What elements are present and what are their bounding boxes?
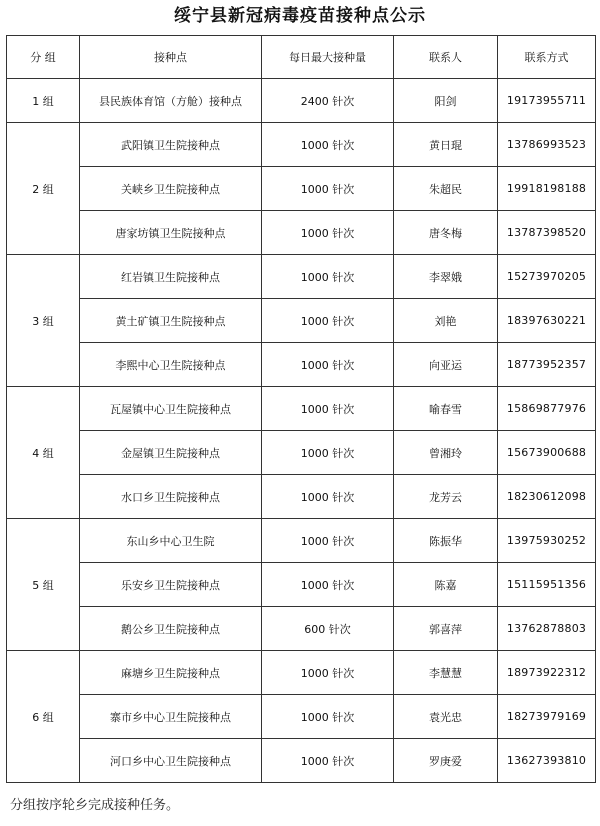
table-row [7,563,596,607]
header-row [7,36,596,79]
phone-cell: 13762878803 [498,607,596,651]
phone-cell: 15673900688 [498,431,596,475]
table-row [7,123,596,167]
capacity-cell: 2400 针次 [262,79,394,123]
contact-cell: 阳剑 [394,79,498,123]
contact-cell: 罗庚爱 [394,739,498,783]
table-row [7,695,596,739]
table-row [7,343,596,387]
capacity-cell: 1000 针次 [262,211,394,255]
capacity-cell: 1000 针次 [262,299,394,343]
table-row [7,167,596,211]
capacity-cell: 1000 针次 [262,475,394,519]
phone-cell: 19918198188 [498,167,596,211]
site-cell: 武阳镇卫生院接种点 [80,123,262,167]
phone-cell: 13787398520 [498,211,596,255]
site-cell: 县民族体育馆（方舱）接种点 [80,79,262,123]
capacity-cell: 1000 针次 [262,651,394,695]
site-cell: 东山乡中心卫生院 [80,519,262,563]
header-group: 分 组 [7,36,80,79]
capacity-cell: 1000 针次 [262,123,394,167]
capacity-cell: 1000 针次 [262,255,394,299]
header-site: 接种点 [80,36,262,79]
contact-cell: 郭喜萍 [394,607,498,651]
phone-cell: 18773952357 [498,343,596,387]
phone-cell: 15869877976 [498,387,596,431]
site-cell: 鹅公乡卫生院接种点 [80,607,262,651]
table-row [7,607,596,651]
phone-cell: 13786993523 [498,123,596,167]
table-row [7,211,596,255]
capacity-cell: 1000 针次 [262,739,394,783]
group-label: 5 组 [7,519,80,651]
phone-cell: 18273979169 [498,695,596,739]
site-cell: 麻塘乡卫生院接种点 [80,651,262,695]
phone-cell: 13627393810 [498,739,596,783]
table-row [7,79,596,123]
contact-cell: 陈嘉 [394,563,498,607]
site-cell: 寨市乡中心卫生院接种点 [80,695,262,739]
phone-cell: 15273970205 [498,255,596,299]
contact-cell: 李慧慧 [394,651,498,695]
header-phone: 联系方式 [498,36,596,79]
footer-note: 分组按序轮乡完成接种任务。 [10,798,180,813]
group-label: 4 组 [7,387,80,519]
contact-cell: 龙芳云 [394,475,498,519]
site-cell: 李熙中心卫生院接种点 [80,343,262,387]
phone-cell: 15115951356 [498,563,596,607]
contact-cell: 喻春雪 [394,387,498,431]
group-label: 1 组 [7,79,80,123]
group-label: 3 组 [7,255,80,387]
capacity-cell: 1000 针次 [262,519,394,563]
capacity-cell: 1000 针次 [262,387,394,431]
header-capacity: 每日最大接种量 [262,36,394,79]
capacity-cell: 600 针次 [262,607,394,651]
capacity-cell: 1000 针次 [262,343,394,387]
table-row [7,475,596,519]
header-contact: 联系人 [394,36,498,79]
group-label: 2 组 [7,123,80,255]
vaccination-sites-table [6,35,596,783]
table-row [7,255,596,299]
site-cell: 金屋镇卫生院接种点 [80,431,262,475]
phone-cell: 19173955711 [498,79,596,123]
site-cell: 河口乡中心卫生院接种点 [80,739,262,783]
group-label: 6 组 [7,651,80,783]
site-cell: 红岩镇卫生院接种点 [80,255,262,299]
contact-cell: 朱超民 [394,167,498,211]
contact-cell: 唐冬梅 [394,211,498,255]
contact-cell: 陈振华 [394,519,498,563]
phone-cell: 18397630221 [498,299,596,343]
table-row [7,739,596,783]
contact-cell: 黄日琨 [394,123,498,167]
phone-cell: 18230612098 [498,475,596,519]
site-cell: 水口乡卫生院接种点 [80,475,262,519]
site-cell: 黄土矿镇卫生院接种点 [80,299,262,343]
phone-cell: 18973922312 [498,651,596,695]
contact-cell: 向亚运 [394,343,498,387]
table-row [7,431,596,475]
site-cell: 关峡乡卫生院接种点 [80,167,262,211]
contact-cell: 李翠娥 [394,255,498,299]
capacity-cell: 1000 针次 [262,695,394,739]
contact-cell: 曾湘玲 [394,431,498,475]
table-row [7,387,596,431]
table-row [7,299,596,343]
site-cell: 唐家坊镇卫生院接种点 [80,211,262,255]
site-cell: 瓦屋镇中心卫生院接种点 [80,387,262,431]
table-body [7,79,596,783]
page-title: 绥宁县新冠病毒疫苗接种点公示 [174,6,426,26]
site-cell: 乐安乡卫生院接种点 [80,563,262,607]
capacity-cell: 1000 针次 [262,431,394,475]
capacity-cell: 1000 针次 [262,167,394,211]
table-row [7,519,596,563]
capacity-cell: 1000 针次 [262,563,394,607]
table-row [7,651,596,695]
phone-cell: 13975930252 [498,519,596,563]
contact-cell: 刘艳 [394,299,498,343]
contact-cell: 袁光忠 [394,695,498,739]
